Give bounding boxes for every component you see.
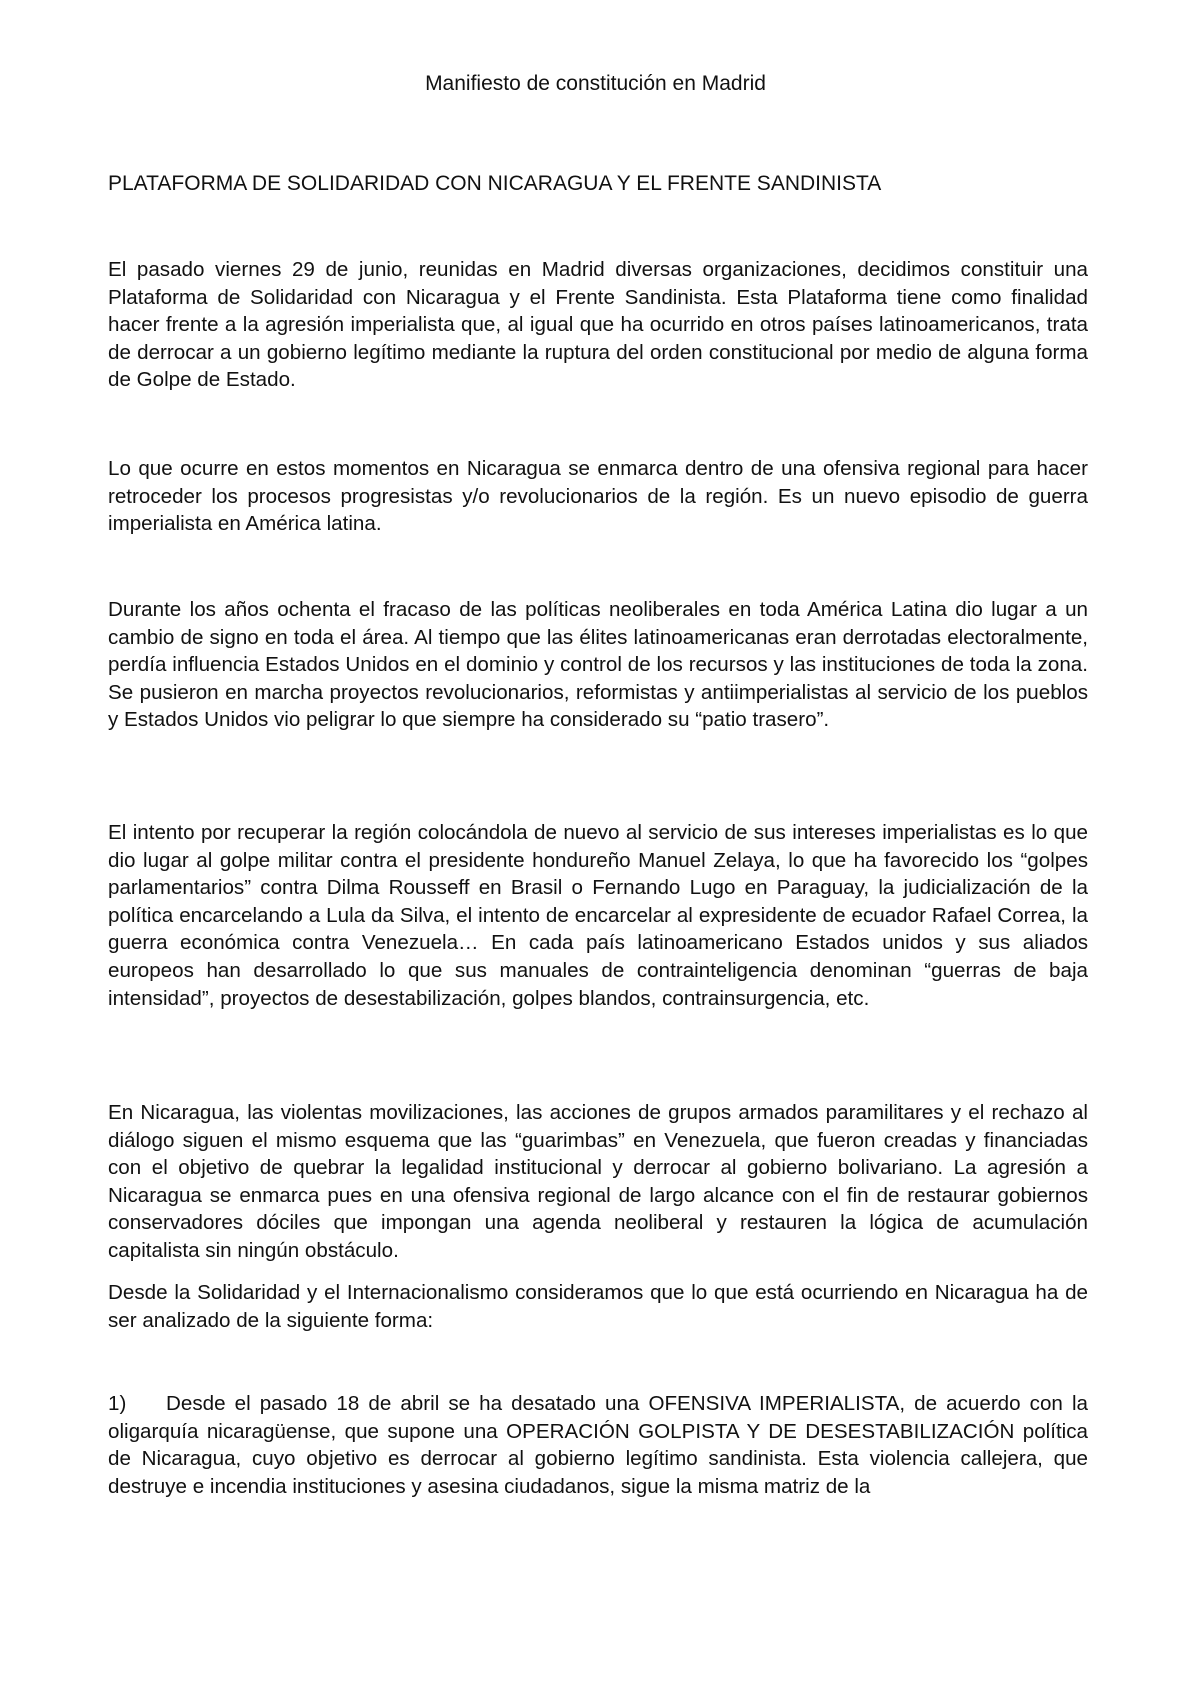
list-item-1 [108,1390,1088,1500]
paragraph-4: El intento por recuperar la región colocándola de nuevo al servicio de sus intereses imperialistas es lo que dio lugar al golpe militar contra el presidente hondureño Manuel Zelaya, lo que ha favorecido los “golpes parlamentarios” contra Dilma Rousseff en Brasil o Fernando Lugo en Paraguay, la judicialización de la política encarcelando a Lula da Silva, el intento de encarcelar al expresidente de ecuador Rafael Correa, la guerra económica contra Venezuela… En cada país latinoamericano Estados unidos y sus aliados europeos han desarrollado lo que sus manuales de contrainteligencia denominan “guerras de baja intensidad”, proyectos de desestabilización, golpes blandos, contrainsurgencia, etc. [108,821,1088,1010]
paragraph-3: Durante los años ochenta el fracaso de las políticas neoliberales en toda América Latina dio lugar a un cambio de signo en toda el área. Al tiempo que las élites latinoamericanas eran derrotadas electoralmente, perdía influencia Estados Unidos en el dominio y control de los recursos y las instituciones de toda la zona. Se pusieron en marcha proyectos revolucionarios, reformistas y antiimperialistas al servicio de los pueblos y Estados Unidos vio peligrar lo que siempre ha considerado su “patio trasero”. [108,598,1088,732]
paragraph-6: Desde la Solidaridad y el Internacionalismo consideramos que lo que está ocurriendo en Nicaragua ha de ser analizado de la siguiente forma: [108,1281,1088,1332]
document-header: Manifiesto de constitución en Madrid [425,72,766,95]
paragraph-2: Lo que ocurre en estos momentos en Nicaragua se enmarca dentro de una ofensiva regional para hacer retroceder los procesos progresistas y/o revolucionarios de la región. Es un nuevo episodio de guerra imperialista en América latina. [108,457,1088,536]
paragraph-5: En Nicaragua, las violentas movilizaciones, las acciones de grupos armados paramilitares y el rechazo al diálogo siguen el mismo esquema que las “guarimbas” en Venezuela, que fueron creadas y financiadas con el objetivo de quebrar la legalidad institucional y derrocar al gobierno bolivariano. La agresión a Nicaragua se enmarca pues en una ofensiva regional de largo alcance con el fin de restaurar gobiernos conservadores dóciles que impongan una agenda neoliberal y restauren la lógica de acumulación capitalista sin ningún obstáculo. [108,1101,1088,1262]
list-item-text: Desde el pasado 18 de abril se ha desatado una OFENSIVA IMPERIALISTA, de acuerdo con la oligarquía nicaragüense, que supone una OPERACIÓN GOLPISTA Y DE DESESTABILIZACIÓN política de Nicaragua, cuyo objetivo es derrocar al gobierno legítimo sandinista. Esta violencia callejera, que destruye e incendia instituciones y asesina ciudadanos, sigue la misma matriz de la [108,1392,1088,1498]
document-title: PLATAFORMA DE SOLIDARIDAD CON NICARAGUA Y EL FRENTE SANDINISTA [108,172,882,195]
list-item-number: 1) [108,1392,127,1415]
paragraph-1: El pasado viernes 29 de junio, reunidas en Madrid diversas organizaciones, decidimos constituir una Plataforma de Solidaridad con Nicaragua y el Frente Sandinista. Esta Plataforma tiene como finalidad hacer frente a la agresión imperialista que, al igual que ha ocurrido en otros países latinoamericanos, trata de derrocar a un gobierno legítimo mediante la ruptura del orden constitucional por medio de alguna forma de Golpe de Estado. [108,258,1088,392]
